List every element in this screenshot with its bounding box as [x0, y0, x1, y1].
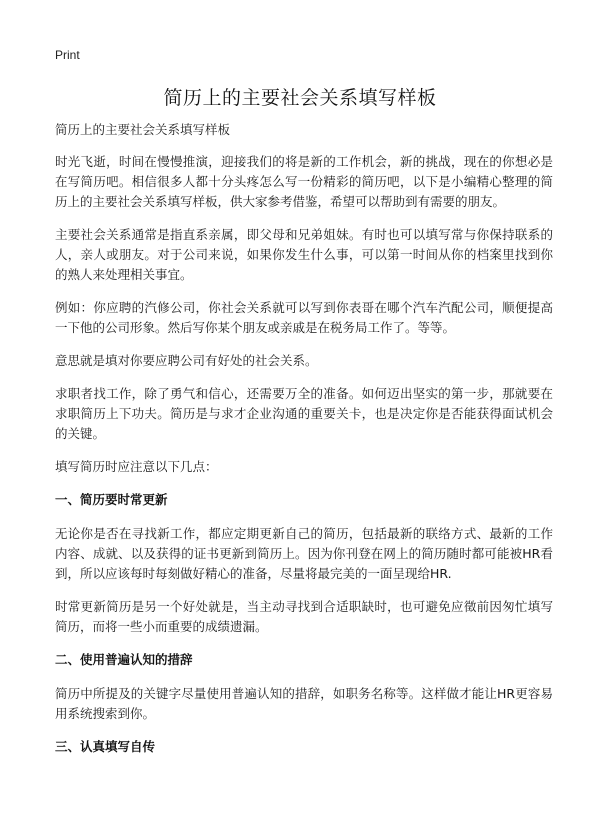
document-subtitle: 简历上的主要社会关系填写样板	[55, 122, 231, 137]
section-heading-wording: 二、使用普遍认知的措辞	[55, 652, 193, 667]
paragraph-intro: 时光飞逝，时间在慢慢推演，迎接我们的将是新的工作机会，新的挑战，现在的你想必是在写简历吧。相信很多人都十分头疼怎么写一份精彩的简历吧，以下是小编精心整理的简历上的主要社会关系填写样板，供大家参考借鉴，希望可以帮助到有需要的朋友。	[55, 154, 553, 209]
paragraph-wording-1: 简历中所提及的关键字尽量使用普遍认知的措辞，如职务名称等。这样做才能让HR更容易用系统搜索到你。	[55, 686, 553, 721]
paragraph-definition: 主要社会关系通常是指直系亲属，即父母和兄弟姐妹。有时也可以填写常与你保持联系的人，亲人或朋友。对于公司来说，如果你发生什么事，可以第一时间从你的档案里找到你的熟人来处理相关事宜。	[55, 227, 553, 282]
paragraph-meaning: 意思就是填对你要应聘公司有好处的社会关系。	[55, 353, 318, 368]
paragraph-example: 例如：你应聘的汽修公司，你社会关系就可以写到你表哥在哪个汽车汽配公司，顺便提高一下他的公司形象。然后写你某个朋友或亲戚是在税务局工作了。等等。	[55, 300, 553, 335]
section-heading-autobiography: 三、认真填写自传	[55, 739, 156, 754]
print-label[interactable]: Print	[55, 48, 80, 62]
paragraph-update-2: 时常更新简历是另一个好处就是，当主动寻找到合适职缺时，也可避免应徵前因匆忙填写简历，而将一些小而重要的成绩遗漏。	[55, 599, 553, 634]
document-body	[55, 120, 553, 771]
paragraph-preparation: 求职者找工作，除了勇气和信心，还需要万全的准备。如何迈出坚实的第一步，那就要在求职简历上下功夫。简历是与求才企业沟通的重要关卡，也是决定你是否能获得面试机会的关键。	[55, 386, 553, 441]
paragraph-update-1: 无论你是否在寻找新工作，都应定期更新自己的简历，包括最新的联络方式、最新的工作内容、成就、以及获得的证书更新到简历上。因为你刊登在网上的简历随时都可能被HR看到，所以应该每时每刻做好精心的准备，尽量将最完美的一面呈现给HR.	[55, 526, 553, 581]
paragraph-notes-intro: 填写简历时应注意以下几点：	[55, 459, 218, 474]
section-heading-update: 一、简历要时常更新	[55, 492, 168, 507]
document-title: 简历上的主要社会关系填写样板	[163, 87, 437, 109]
